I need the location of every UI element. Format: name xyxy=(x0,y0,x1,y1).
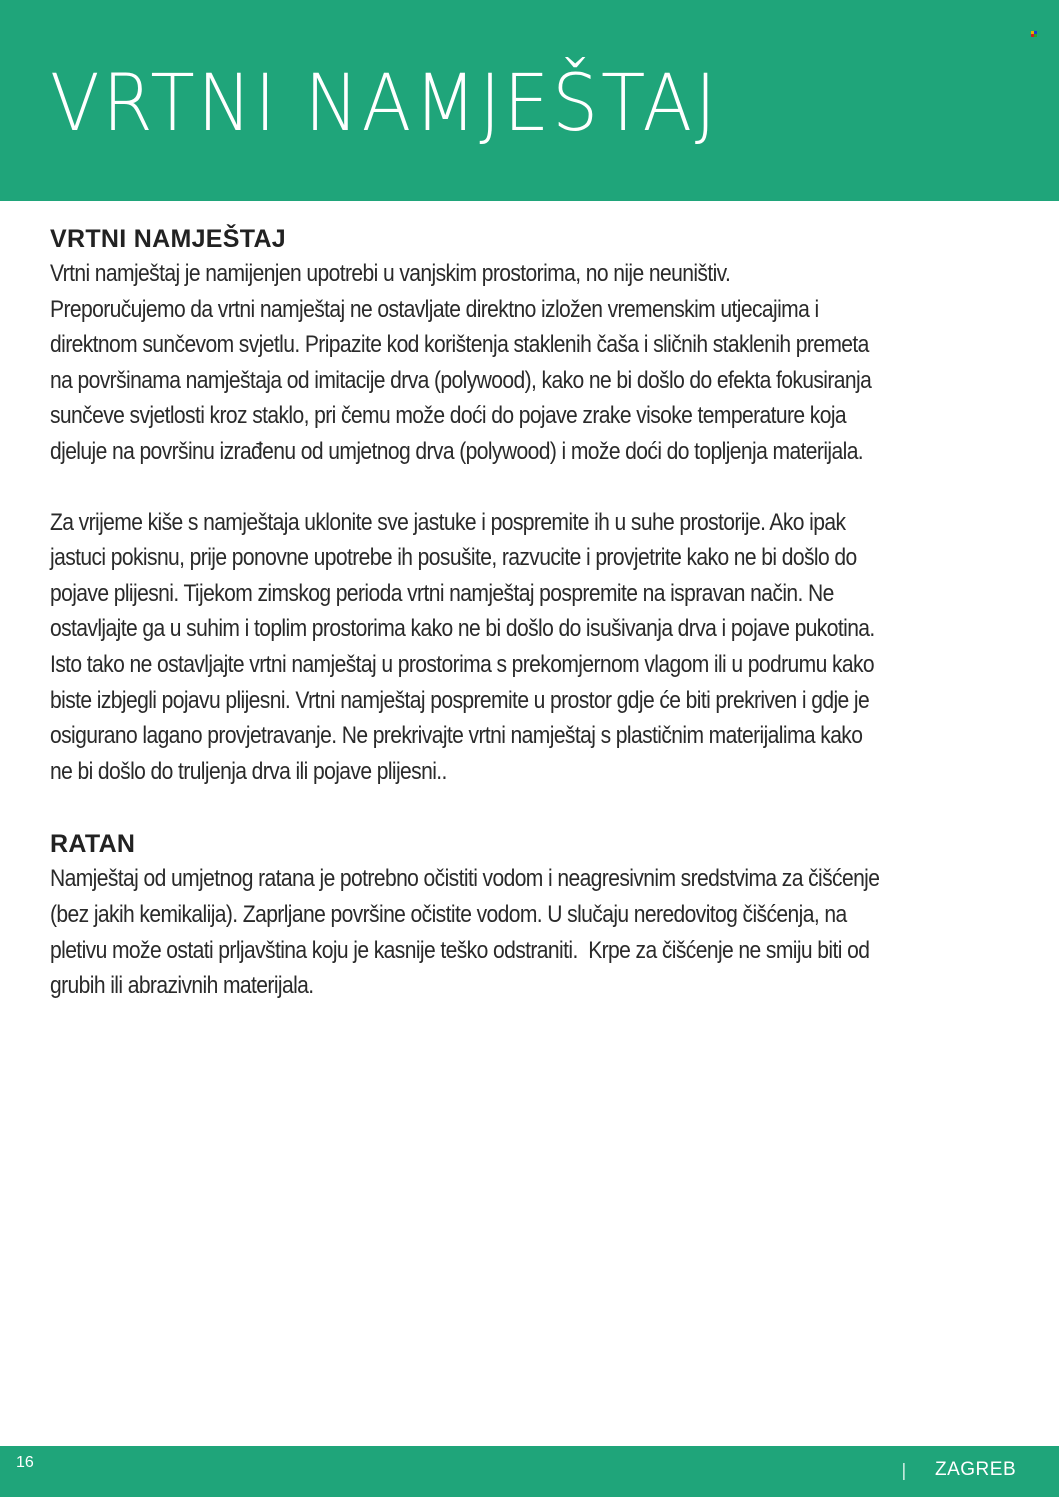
text-line: Preporučujemo da vrtni namještaj ne ostavljate direktno izložen vremenskim utjecajima i xyxy=(50,295,819,323)
text-line: grubih ili abrazivnih materijala. xyxy=(50,972,314,1000)
section-spacer xyxy=(50,789,1010,827)
body-paragraph xyxy=(50,861,1011,1003)
body-paragraph xyxy=(50,256,1011,470)
footer-divider: | xyxy=(901,1461,907,1481)
text-line: Vrtni namještaj je namijenjen upotrebi u vanjskim prostorima, no nije neuništiv. xyxy=(50,260,731,287)
text-line: Za vrijeme kiše s namještaja uklonite sve jastuke i pospremite ih u suhe prostorije. Ako ipak xyxy=(50,508,846,536)
text-line: biste izbjegli pojavu plijesni. Vrtni namještaj pospremite u prostor gdje će biti prekriven i gdje je xyxy=(50,686,870,714)
paragraph-spacer xyxy=(50,470,1010,505)
section-heading: VRTNI NAMJEŠTAJ xyxy=(50,225,287,253)
text-line: ne bi došlo do truljenja drva ili pojave plijesni.. xyxy=(50,757,447,785)
text-line: sunčeve svjetlosti kroz staklo, pri čemu može doći do pojave zrake visoke temperature koja xyxy=(50,402,847,430)
header-band xyxy=(0,0,1059,201)
text-line: na površinama namještaja od imitacije drva (polywood), kako ne bi došlo do efekta fokusiranja xyxy=(50,366,872,394)
text-line: jastuci pokisnu, prije ponovne upotrebe ih posušite, razvucite i provjetrite kako ne bi došlo do xyxy=(50,544,857,572)
text-line: Isto tako ne ostavljajte vrtni namještaj u prostorima s prekomjernom vlagom ili u podrumu kako xyxy=(50,650,875,678)
text-line: djeluje na površinu izrađenu od umjetnog drva (polywood) i može doći do topljenja materijala. xyxy=(50,437,864,465)
text-line: pojave plijesni. Tijekom zimskog perioda vrtni namještaj pospremite na ispravan način. Ne xyxy=(50,579,834,607)
text-line: Namještaj od umjetnog ratana je potrebno očistiti vodom i neagresivnim sredstvima za čišćenje xyxy=(50,865,880,893)
page-title: VRTNI NAMJEŠTAJ xyxy=(50,59,720,149)
page-number: 16 xyxy=(16,1454,34,1471)
text-line: ostavljajte ga u suhim i toplim prostorima kako ne bi došlo do isušivanja drva i pojave pukotina. xyxy=(50,615,875,643)
city-label: ZAGREB xyxy=(935,1459,1017,1480)
text-line: (bez jakih kemikalija). Zaprljane površine očistite vodom. U slučaju neredovitog čišćenja, na xyxy=(50,900,847,928)
text-line: direktnom sunčevom svjetlu. Pripazite kod korištenja staklenih čaša i sličnih staklenih premeta xyxy=(50,331,869,359)
text-line: pletivu može ostati prljavština koju je kasnije teško odstraniti. Krpe za čišćenje ne smiju biti od xyxy=(50,936,870,964)
registration-mark-icon xyxy=(1031,31,1037,37)
text-line: osigurano lagano provjetravanje. Ne prekrivajte vrtni namještaj s plastičnim materijalima kako xyxy=(50,722,863,750)
body-paragraph xyxy=(50,505,1011,790)
document-body xyxy=(50,222,1010,1004)
footer-band xyxy=(0,1446,1059,1497)
section-heading: RATAN xyxy=(50,830,136,859)
